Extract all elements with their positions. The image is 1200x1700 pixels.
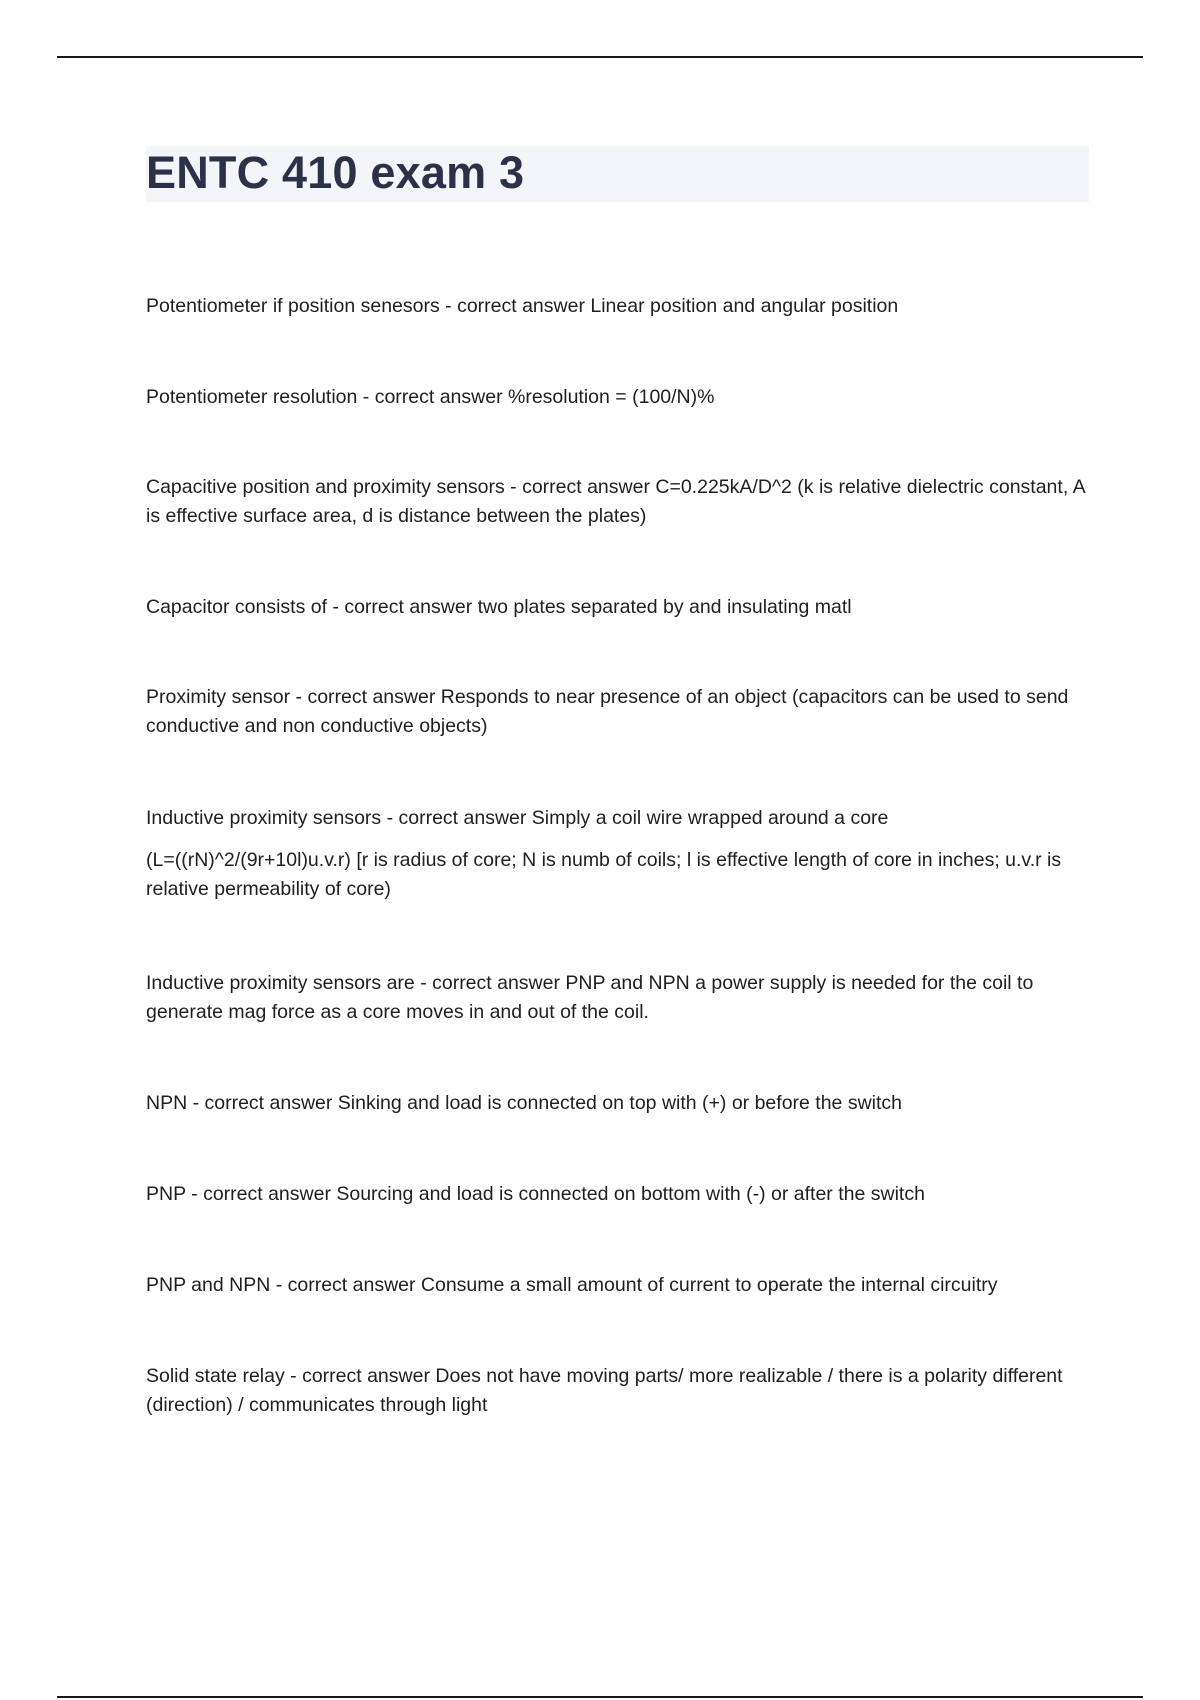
qa-item <box>146 969 1086 1027</box>
qa-item <box>146 683 1086 741</box>
qa-text: PNP - correct answer Sourcing and load is connected on bottom with (-) or after the switch <box>146 1183 925 1205</box>
top-rule <box>57 56 1143 58</box>
qa-text: Capacitor consists of - correct answer two plates separated by and insulating matl <box>146 596 852 618</box>
qa-item <box>146 473 1086 531</box>
qa-continuation: (L=((rN)^2/(9r+10l)u.v.r) [r is radius of core; N is numb of coils; l is effective length of core in inches; u.v.r is relative permeability of core) <box>146 849 1062 900</box>
qa-item <box>146 1362 1086 1420</box>
qa-text: Potentiometer resolution - correct answer %resolution = (100/N)% <box>146 386 715 408</box>
qa-text: Solid state relay - correct answer Does not have moving parts/ more realizable / there is a polarity different (direction) / communicates through light <box>146 1365 1063 1416</box>
qa-text: PNP and NPN - correct answer Consume a small amount of current to operate the internal circuitry <box>146 1274 998 1296</box>
qa-item <box>146 383 1086 412</box>
qa-item <box>146 593 1086 622</box>
qa-text: Capacitive position and proximity sensors - correct answer C=0.225kA/D^2 (k is relative dielectric constant, A is effective surface area, d is distance between the plates) <box>146 476 1085 527</box>
qa-item <box>146 1271 1086 1300</box>
qa-text: Potentiometer if position senesors - correct answer Linear position and angular position <box>146 295 899 317</box>
qa-text: Proximity sensor - correct answer Responds to near presence of an object (capacitors can be used to send conductive and non conductive objects) <box>146 686 1069 737</box>
page-title: ENTC 410 exam 3 <box>146 147 525 198</box>
bottom-rule <box>57 1696 1143 1698</box>
qa-item <box>146 292 1086 321</box>
qa-text: NPN - correct answer Sinking and load is connected on top with (+) or before the switch <box>146 1092 902 1114</box>
qa-text: Inductive proximity sensors - correct answer Simply a coil wire wrapped around a core <box>146 807 889 829</box>
qa-item <box>146 1089 1086 1118</box>
qa-item <box>146 1180 1086 1209</box>
qa-item <box>146 804 1086 904</box>
qa-text: Inductive proximity sensors are - correct answer PNP and NPN a power supply is needed for the coil to generate mag force as a core moves in and out of the coil. <box>146 972 1034 1023</box>
